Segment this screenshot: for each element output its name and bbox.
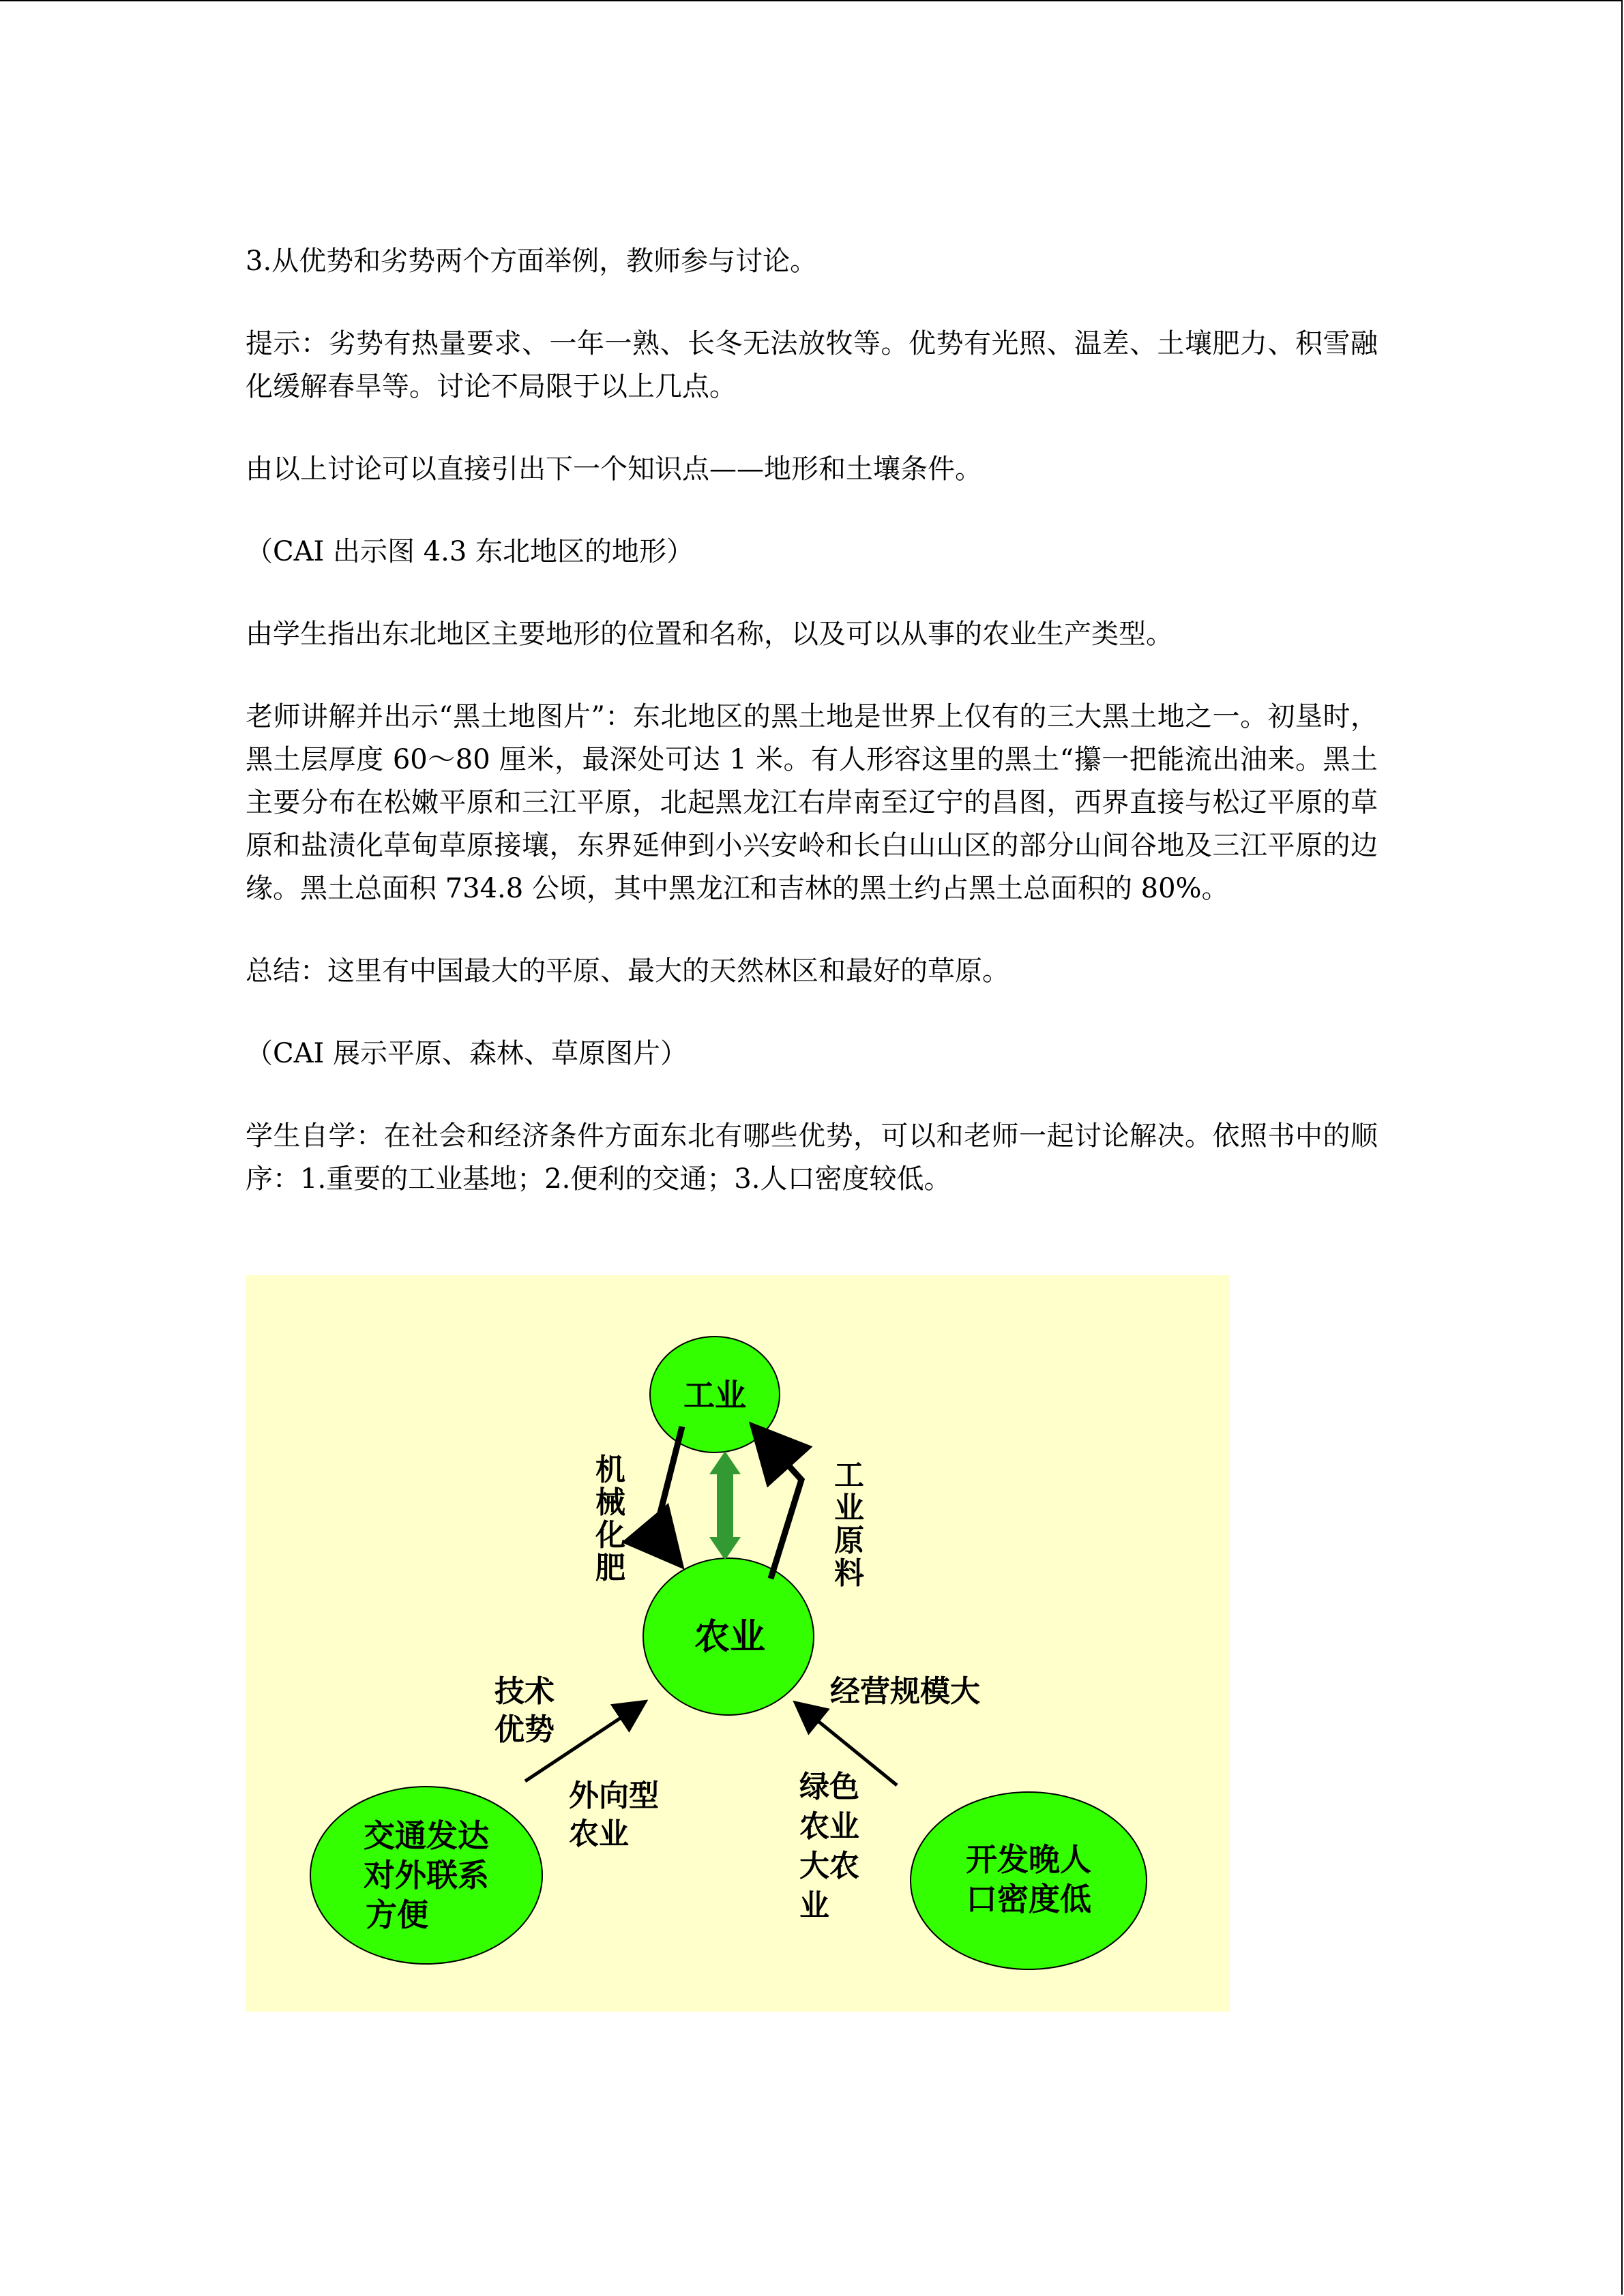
paragraph-3: 由以上讨论可以直接引出下一个知识点——地形和土壤条件。 <box>246 453 982 485</box>
export-oriented-line-1: 外向型 <box>569 1778 659 1813</box>
raw-materials-arrow <box>757 1431 801 1579</box>
document-body <box>246 240 1378 1240</box>
export-oriented-line-2: 农业 <box>569 1817 629 1851</box>
transport-label-line-3: 方便 <box>366 1896 428 1933</box>
transport-label-line-1: 交通发达 <box>364 1817 489 1854</box>
mechanization-char-2: 械 <box>595 1485 625 1520</box>
raw-materials-char-4: 料 <box>834 1556 864 1591</box>
green-agri-line-4: 业 <box>799 1888 829 1923</box>
raw-materials-char-3: 原 <box>834 1523 864 1558</box>
paragraph-7: 总结：这里有中国最大的平原、最大的天然林区和最好的草原。 <box>246 955 1009 987</box>
paragraph-2: 提示：劣势有热量要求、一年一熟、长冬无法放牧等。优势有光照、温差、土壤肥力、积雪融化缓解春旱等。讨论不局限于以上几点。 <box>246 328 1378 402</box>
agriculture-diagram <box>246 1275 1230 2012</box>
tech-advantage-line-2: 优势 <box>494 1712 555 1747</box>
paragraph-1: 3.从优势和劣势两个方面举例，教师参与讨论。 <box>246 245 818 277</box>
paragraph-6: 老师讲解并出示“黑土地图片”：东北地区的黑土地是世界上仅有的三大黑土地之一。初垦时，黑土层厚度 60～80 厘米，最深处可达 1 米。有人形容这里的黑土“攥一把能流出油来。黑土主要分布在松嫩平原和三江平原，北起黑龙江右岸南至辽宁的昌图，西界直接与松辽平原的草原和盐渍化草甸草原接壤，东界延伸到小兴安岭和长白山山区的部分山间谷地及三江平原的边缘。黑土总面积 734.8 公顷，其中黑龙江和吉林的黑土约占黑土总面积的 80%。 <box>246 701 1378 904</box>
green-agri-line-1: 绿色 <box>799 1770 859 1804</box>
green-agri-line-3: 大农 <box>799 1849 859 1883</box>
tech-advantage-line-1: 技术 <box>494 1674 555 1709</box>
diagram-svg <box>246 1275 1230 2012</box>
green-agri-line-2: 农业 <box>799 1809 859 1844</box>
mechanization-char-1: 机 <box>595 1452 625 1487</box>
double-arrow <box>709 1451 741 1560</box>
agriculture-label: 农业 <box>694 1617 766 1658</box>
transport-label-line-2: 对外联系 <box>364 1857 489 1894</box>
population-label-line-1: 开发晚人 <box>966 1841 1091 1878</box>
raw-materials-char-1: 工 <box>834 1458 864 1493</box>
paragraph-5: 由学生指出东北地区主要地形的位置和名称，以及可以从事的农业生产类型。 <box>246 618 1173 650</box>
raw-materials-char-2: 业 <box>834 1491 864 1525</box>
population-label-line-2: 口密度低 <box>966 1881 1091 1918</box>
mechanization-char-4: 肥 <box>595 1551 625 1585</box>
industry-label: 工业 <box>683 1377 746 1414</box>
mechanization-char-3: 化 <box>595 1518 625 1553</box>
paragraph-9: 学生自学：在社会和经济条件方面东北有哪些优势，可以和老师一起讨论解决。依照书中的顺序：1.重要的工业基地；2.便利的交通；3.人口密度较低。 <box>246 1120 1378 1195</box>
paragraph-8: （CAI 展示平原、森林、草原图片） <box>246 1038 688 1069</box>
paragraph-4: （CAI 出示图 4.3 东北地区的地形） <box>246 536 694 567</box>
mechanization-arrow <box>655 1427 682 1560</box>
large-scale-label: 经营规模大 <box>830 1674 980 1709</box>
